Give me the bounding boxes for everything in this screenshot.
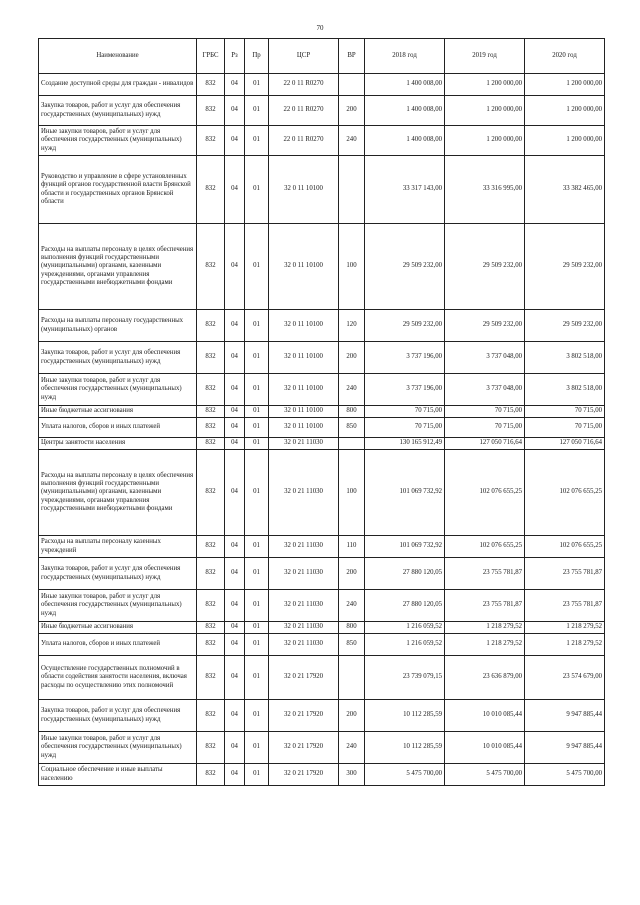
cell-csr: 32 0 21 11030	[269, 622, 339, 634]
cell-rz: 04	[225, 438, 245, 450]
header-2018: 2018 год	[365, 39, 445, 74]
cell-pr: 01	[245, 764, 269, 786]
cell-csr: 32 0 11 10100	[269, 224, 339, 310]
cell-grbs: 832	[197, 536, 225, 558]
cell-y2020: 70 715,00	[525, 406, 605, 418]
cell-pr: 01	[245, 418, 269, 438]
cell-y2018: 101 069 732,92	[365, 450, 445, 536]
cell-y2020: 23 574 679,00	[525, 656, 605, 700]
cell-pr: 01	[245, 74, 269, 96]
cell-csr: 32 0 21 17920	[269, 700, 339, 732]
table-row	[39, 438, 605, 450]
cell-csr: 22 0 11 R0270	[269, 126, 339, 156]
cell-pr: 01	[245, 342, 269, 374]
cell-name: Расходы на выплаты персоналу в целях обеспечения выполнения функций государственными (муниципальными) органами, казенными учреждениями, органами управления государственными внебюджетными фондами	[39, 224, 197, 310]
table-row	[39, 622, 605, 634]
cell-csr: 32 0 21 11030	[269, 438, 339, 450]
cell-rz: 04	[225, 622, 245, 634]
cell-vr: 100	[339, 224, 365, 310]
cell-pr: 01	[245, 438, 269, 450]
table-row	[39, 732, 605, 764]
cell-csr: 32 0 21 17920	[269, 732, 339, 764]
table-row	[39, 96, 605, 126]
cell-y2018: 70 715,00	[365, 418, 445, 438]
cell-y2019: 3 737 048,00	[445, 342, 525, 374]
cell-y2018: 5 475 700,00	[365, 764, 445, 786]
header-grbs: ГРБС	[197, 39, 225, 74]
table-row	[39, 590, 605, 622]
cell-grbs: 832	[197, 418, 225, 438]
cell-y2019: 1 200 000,00	[445, 96, 525, 126]
cell-y2018: 1 400 008,00	[365, 96, 445, 126]
cell-csr: 32 0 21 11030	[269, 558, 339, 590]
cell-pr: 01	[245, 406, 269, 418]
cell-grbs: 832	[197, 764, 225, 786]
table-row	[39, 418, 605, 438]
cell-y2019: 70 715,00	[445, 418, 525, 438]
cell-csr: 22 0 11 R0270	[269, 74, 339, 96]
cell-name: Закупка товаров, работ и услуг для обеспечения государственных (муниципальных) нужд	[39, 558, 197, 590]
table-row	[39, 536, 605, 558]
table-row	[39, 700, 605, 732]
cell-y2018: 10 112 285,59	[365, 732, 445, 764]
cell-y2020: 70 715,00	[525, 418, 605, 438]
cell-vr: 850	[339, 418, 365, 438]
table-row	[39, 558, 605, 590]
cell-y2019: 10 010 085,44	[445, 700, 525, 732]
cell-rz: 04	[225, 634, 245, 656]
cell-y2018: 29 509 232,00	[365, 224, 445, 310]
cell-name: Социальное обеспечение и иные выплаты населению	[39, 764, 197, 786]
cell-grbs: 832	[197, 126, 225, 156]
table-row	[39, 656, 605, 700]
cell-pr: 01	[245, 310, 269, 342]
cell-name: Уплата налогов, сборов и иных платежей	[39, 418, 197, 438]
cell-vr: 300	[339, 764, 365, 786]
cell-y2018: 1 216 059,52	[365, 634, 445, 656]
cell-y2020: 23 755 781,87	[525, 558, 605, 590]
cell-rz: 04	[225, 156, 245, 224]
cell-vr: 110	[339, 536, 365, 558]
cell-name: Иные закупки товаров, работ и услуг для обеспечения государственных (муниципальных) нужд	[39, 374, 197, 406]
cell-grbs: 832	[197, 622, 225, 634]
budget-table	[38, 38, 605, 786]
cell-pr: 01	[245, 656, 269, 700]
header-pr: Пр	[245, 39, 269, 74]
cell-y2020: 29 509 232,00	[525, 224, 605, 310]
cell-vr: 240	[339, 126, 365, 156]
cell-name: Иные закупки товаров, работ и услуг для обеспечения государственных (муниципальных) нужд	[39, 590, 197, 622]
cell-grbs: 832	[197, 732, 225, 764]
table-row	[39, 764, 605, 786]
cell-csr: 32 0 11 10100	[269, 418, 339, 438]
cell-vr	[339, 74, 365, 96]
cell-y2020: 33 382 465,00	[525, 156, 605, 224]
cell-pr: 01	[245, 536, 269, 558]
cell-rz: 04	[225, 96, 245, 126]
cell-y2019: 102 076 655,25	[445, 536, 525, 558]
cell-name: Осуществление государственных полномочий в области содействия занятости населения, включая расходы по осуществлению этих полномочий	[39, 656, 197, 700]
cell-vr: 100	[339, 450, 365, 536]
cell-rz: 04	[225, 418, 245, 438]
cell-rz: 04	[225, 224, 245, 310]
cell-csr: 32 0 21 11030	[269, 536, 339, 558]
cell-rz: 04	[225, 732, 245, 764]
cell-y2018: 33 317 143,00	[365, 156, 445, 224]
table-body	[39, 74, 605, 786]
cell-rz: 04	[225, 374, 245, 406]
cell-csr: 32 0 21 17920	[269, 656, 339, 700]
cell-vr: 800	[339, 406, 365, 418]
cell-name: Создание доступной среды для граждан - инвалидов	[39, 74, 197, 96]
cell-csr: 22 0 11 R0270	[269, 96, 339, 126]
cell-rz: 04	[225, 764, 245, 786]
cell-y2018: 27 880 120,05	[365, 590, 445, 622]
cell-vr: 240	[339, 590, 365, 622]
cell-y2020: 1 200 000,00	[525, 126, 605, 156]
cell-name: Иные закупки товаров, работ и услуг для обеспечения государственных (муниципальных) нужд	[39, 732, 197, 764]
cell-y2018: 1 400 008,00	[365, 126, 445, 156]
cell-y2020: 1 200 000,00	[525, 96, 605, 126]
cell-name: Закупка товаров, работ и услуг для обеспечения государственных (муниципальных) нужд	[39, 96, 197, 126]
cell-name: Закупка товаров, работ и услуг для обеспечения государственных (муниципальных) нужд	[39, 342, 197, 374]
cell-pr: 01	[245, 732, 269, 764]
cell-y2019: 10 010 085,44	[445, 732, 525, 764]
cell-y2019: 23 755 781,87	[445, 558, 525, 590]
cell-rz: 04	[225, 450, 245, 536]
cell-rz: 04	[225, 700, 245, 732]
cell-name: Центры занятости населения	[39, 438, 197, 450]
cell-csr: 32 0 11 10100	[269, 156, 339, 224]
cell-csr: 32 0 11 10100	[269, 406, 339, 418]
table-row	[39, 310, 605, 342]
cell-vr: 200	[339, 558, 365, 590]
cell-y2018: 3 737 196,00	[365, 374, 445, 406]
cell-vr	[339, 156, 365, 224]
header-2020: 2020 год	[525, 39, 605, 74]
header-rz: Рз	[225, 39, 245, 74]
header-csr: ЦСР	[269, 39, 339, 74]
table-row	[39, 374, 605, 406]
cell-y2020: 29 509 232,00	[525, 310, 605, 342]
cell-name: Иные бюджетные ассигнования	[39, 406, 197, 418]
cell-name: Руководство и управление в сфере установленных функций органов государственной власти Брянской области и государственных органов Брянской области	[39, 156, 197, 224]
cell-y2018: 1 400 008,00	[365, 74, 445, 96]
table-row	[39, 156, 605, 224]
page-number: 70	[316, 24, 324, 32]
cell-name: Расходы на выплаты персоналу казенных учреждений	[39, 536, 197, 558]
cell-rz: 04	[225, 656, 245, 700]
cell-grbs: 832	[197, 310, 225, 342]
cell-rz: 04	[225, 536, 245, 558]
cell-grbs: 832	[197, 224, 225, 310]
cell-pr: 01	[245, 156, 269, 224]
cell-rz: 04	[225, 342, 245, 374]
table-header-row	[39, 39, 605, 74]
table-row	[39, 342, 605, 374]
cell-y2020: 3 802 518,00	[525, 342, 605, 374]
header-name: Наименование	[39, 39, 197, 74]
table-row	[39, 634, 605, 656]
cell-y2020: 102 076 655,25	[525, 536, 605, 558]
cell-y2019: 5 475 700,00	[445, 764, 525, 786]
cell-vr: 120	[339, 310, 365, 342]
cell-y2018: 3 737 196,00	[365, 342, 445, 374]
cell-y2018: 29 509 232,00	[365, 310, 445, 342]
cell-grbs: 832	[197, 656, 225, 700]
cell-vr: 200	[339, 700, 365, 732]
cell-y2020: 102 076 655,25	[525, 450, 605, 536]
cell-pr: 01	[245, 126, 269, 156]
cell-name: Иные закупки товаров, работ и услуг для обеспечения государственных (муниципальных) нужд	[39, 126, 197, 156]
cell-y2019: 3 737 048,00	[445, 374, 525, 406]
cell-y2020: 5 475 700,00	[525, 764, 605, 786]
cell-y2018: 10 112 285,59	[365, 700, 445, 732]
cell-y2019: 29 509 232,00	[445, 224, 525, 310]
cell-vr: 850	[339, 634, 365, 656]
cell-grbs: 832	[197, 558, 225, 590]
cell-y2019: 1 200 000,00	[445, 126, 525, 156]
cell-vr: 240	[339, 732, 365, 764]
cell-grbs: 832	[197, 450, 225, 536]
cell-pr: 01	[245, 224, 269, 310]
cell-csr: 32 0 11 10100	[269, 342, 339, 374]
cell-csr: 32 0 21 11030	[269, 590, 339, 622]
cell-vr: 240	[339, 374, 365, 406]
cell-vr	[339, 438, 365, 450]
cell-y2018: 23 739 079,15	[365, 656, 445, 700]
cell-csr: 32 0 21 11030	[269, 450, 339, 536]
table-row	[39, 450, 605, 536]
cell-grbs: 832	[197, 156, 225, 224]
cell-rz: 04	[225, 590, 245, 622]
cell-y2019: 29 509 232,00	[445, 310, 525, 342]
cell-vr: 800	[339, 622, 365, 634]
header-vr: ВР	[339, 39, 365, 74]
cell-pr: 01	[245, 700, 269, 732]
cell-grbs: 832	[197, 96, 225, 126]
cell-y2020: 127 050 716,64	[525, 438, 605, 450]
cell-name: Иные бюджетные ассигнования	[39, 622, 197, 634]
cell-vr: 200	[339, 96, 365, 126]
cell-y2019: 1 200 000,00	[445, 74, 525, 96]
cell-grbs: 832	[197, 700, 225, 732]
cell-y2019: 70 715,00	[445, 406, 525, 418]
cell-vr: 200	[339, 342, 365, 374]
cell-y2019: 127 050 716,64	[445, 438, 525, 450]
cell-y2018: 1 216 059,52	[365, 622, 445, 634]
cell-rz: 04	[225, 558, 245, 590]
cell-y2019: 1 218 279,52	[445, 622, 525, 634]
cell-y2019: 33 316 995,00	[445, 156, 525, 224]
cell-vr	[339, 656, 365, 700]
cell-grbs: 832	[197, 590, 225, 622]
cell-rz: 04	[225, 74, 245, 96]
cell-y2020: 9 947 885,44	[525, 732, 605, 764]
cell-y2020: 1 218 279,52	[525, 622, 605, 634]
cell-grbs: 832	[197, 374, 225, 406]
cell-csr: 32 0 11 10100	[269, 310, 339, 342]
cell-y2020: 23 755 781,87	[525, 590, 605, 622]
cell-grbs: 832	[197, 438, 225, 450]
cell-grbs: 832	[197, 634, 225, 656]
cell-name: Уплата налогов, сборов и иных платежей	[39, 634, 197, 656]
cell-y2019: 1 218 279,52	[445, 634, 525, 656]
header-2019: 2019 год	[445, 39, 525, 74]
cell-grbs: 832	[197, 74, 225, 96]
cell-y2020: 1 218 279,52	[525, 634, 605, 656]
cell-name: Закупка товаров, работ и услуг для обеспечения государственных (муниципальных) нужд	[39, 700, 197, 732]
table-row	[39, 74, 605, 96]
cell-y2019: 23 636 879,00	[445, 656, 525, 700]
cell-grbs: 832	[197, 342, 225, 374]
cell-y2019: 102 076 655,25	[445, 450, 525, 536]
cell-csr: 32 0 21 17920	[269, 764, 339, 786]
cell-name: Расходы на выплаты персоналу в целях обеспечения выполнения функций государственными (муниципальными) органами, казенными учреждениями, органами управления государственными внебюджетными фондами	[39, 450, 197, 536]
cell-y2019: 23 755 781,87	[445, 590, 525, 622]
cell-csr: 32 0 11 10100	[269, 374, 339, 406]
cell-y2020: 3 802 518,00	[525, 374, 605, 406]
cell-pr: 01	[245, 450, 269, 536]
table-row	[39, 126, 605, 156]
cell-y2020: 9 947 885,44	[525, 700, 605, 732]
cell-pr: 01	[245, 622, 269, 634]
cell-pr: 01	[245, 558, 269, 590]
cell-y2020: 1 200 000,00	[525, 74, 605, 96]
cell-y2018: 27 880 120,05	[365, 558, 445, 590]
cell-y2018: 101 069 732,92	[365, 536, 445, 558]
cell-grbs: 832	[197, 406, 225, 418]
cell-pr: 01	[245, 374, 269, 406]
cell-y2018: 130 165 912,49	[365, 438, 445, 450]
cell-csr: 32 0 21 11030	[269, 634, 339, 656]
table-row	[39, 406, 605, 418]
cell-rz: 04	[225, 310, 245, 342]
cell-rz: 04	[225, 406, 245, 418]
cell-y2018: 70 715,00	[365, 406, 445, 418]
table-row	[39, 224, 605, 310]
cell-pr: 01	[245, 590, 269, 622]
cell-pr: 01	[245, 634, 269, 656]
cell-name: Расходы на выплаты персоналу государственных (муниципальных) органов	[39, 310, 197, 342]
cell-pr: 01	[245, 96, 269, 126]
cell-rz: 04	[225, 126, 245, 156]
